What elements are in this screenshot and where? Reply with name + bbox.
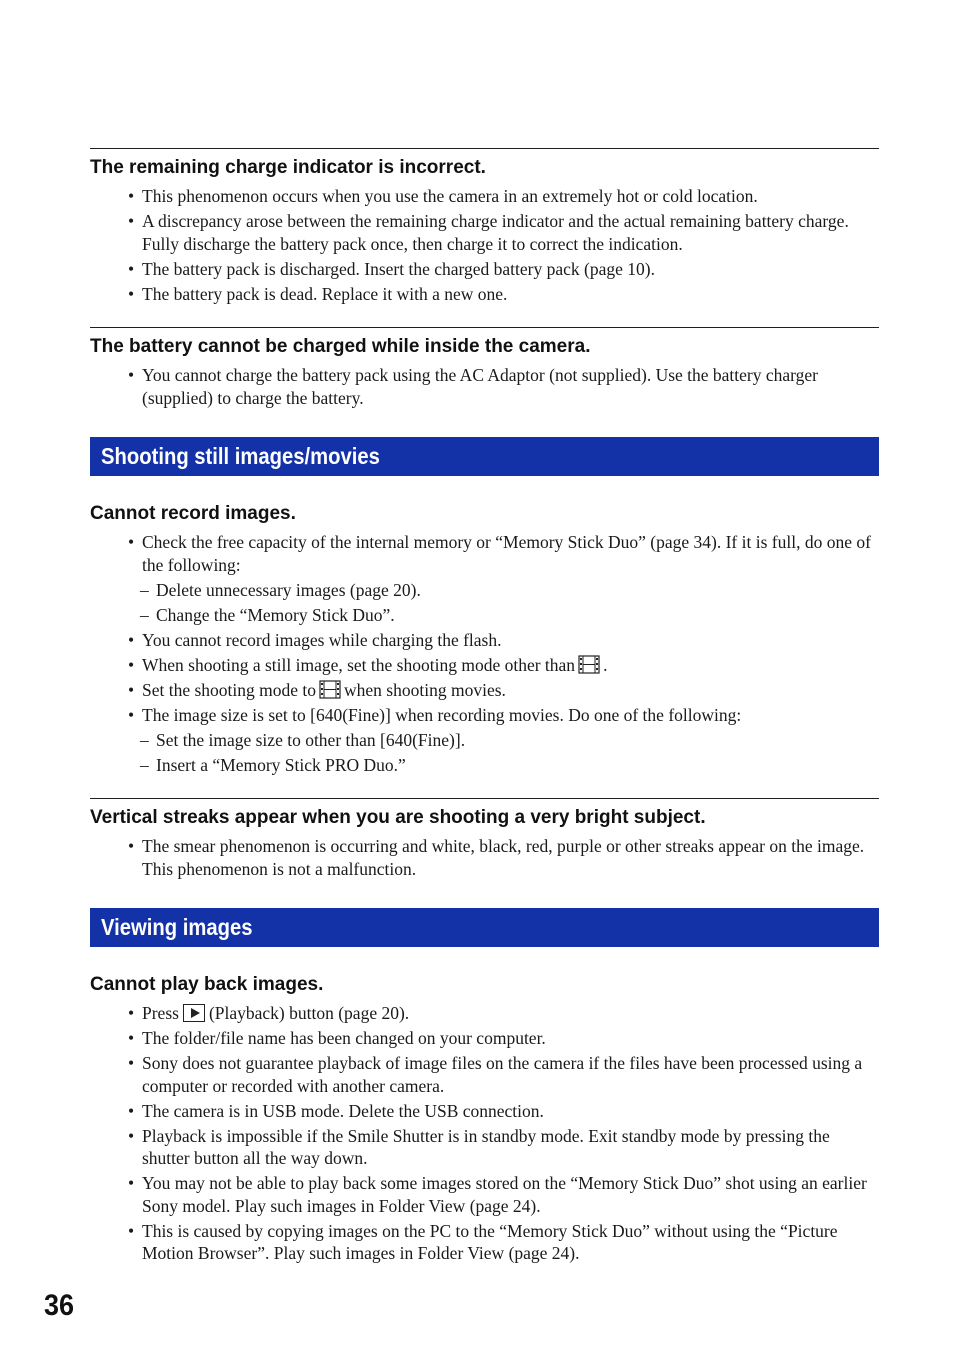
movie-film-icon <box>319 680 341 699</box>
list-item: • Press (Playback) button (page 20). <box>128 1003 410 1023</box>
list-battery-inside <box>90 364 879 409</box>
list-subitem: – Delete unnecessary images (page 20). <box>140 579 421 600</box>
list-item: • Check the free capacity of the internal memory or “Memory Stick Duo” (page 34). If it is full, do one of the following: <box>128 532 871 575</box>
list-item: • You cannot charge the battery pack using the AC Adaptor (not supplied). Use the battery charger (supplied) to charge the battery. <box>128 365 819 408</box>
subheading-cannot-record: Cannot record images. <box>90 503 296 524</box>
list-item: • The battery pack is discharged. Insert the charged battery pack (page 10). <box>128 258 655 279</box>
list-subitem: – Set the image size to other than [640(Fine)]. <box>140 729 466 750</box>
list-item: • You may not be able to play back some images stored on the “Memory Stick Duo” shot using an earlier Sony model. Play such images in Folder View (page 24). <box>128 1173 867 1216</box>
section-divider <box>90 148 879 149</box>
list-item: • You cannot record images while charging the flash. <box>128 629 502 650</box>
list-vertical-streaks <box>90 835 879 880</box>
section-divider <box>90 327 879 328</box>
list-subitem: – Change the “Memory Stick Duo”. <box>140 604 395 625</box>
subheading-battery-inside: The battery cannot be charged while inside the camera. <box>90 336 591 357</box>
section-divider <box>90 798 879 799</box>
list-item: • Sony does not guarantee playback of image files on the camera if the files have been processed using a computer or recorded with another camera. <box>128 1053 863 1096</box>
list-charge-indicator <box>90 185 879 305</box>
playback-button-icon <box>183 1004 205 1022</box>
list-item: • The smear phenomenon is occurring and white, black, red, purple or other streaks appear on the image. This phenomenon is not a malfunction. <box>128 836 865 879</box>
list-item: • The battery pack is dead. Replace it with a new one. <box>128 283 508 304</box>
list-cannot-play <box>90 1002 879 1265</box>
list-item: • The camera is in USB mode. Delete the USB connection. <box>128 1100 544 1121</box>
list-item: • The folder/file name has been changed on your computer. <box>128 1028 546 1048</box>
list-cannot-record <box>90 531 879 776</box>
list-item: • When shooting a still image, set the shooting mode other than . <box>128 654 608 675</box>
list-item: • Set the shooting mode to when shooting movies. <box>128 679 506 700</box>
list-item: • Playback is impossible if the Smile Shutter is in standby mode. Exit standby mode by pressing the shutter button all the way down. <box>128 1125 830 1168</box>
subheading-cannot-play: Cannot play back images. <box>90 974 324 995</box>
section-banner-viewing: Viewing images <box>90 908 879 947</box>
page-content <box>90 148 879 1267</box>
list-item: • A discrepancy arose between the remaining charge indicator and the actual remaining battery charge. Fully discharge the battery pack once, then charge it to correct the indication. <box>128 211 849 254</box>
list-item: • This phenomenon occurs when you use the camera in an extremely hot or cold location. <box>128 186 758 206</box>
movie-film-icon <box>578 655 600 674</box>
section-banner-shooting: Shooting still images/movies <box>90 437 879 476</box>
subheading-vertical-streaks: Vertical streaks appear when you are shooting a very bright subject. <box>90 807 706 828</box>
list-item: • This is caused by copying images on the PC to the “Memory Stick Duo” without using the “Picture Motion Browser”. Play such images in Folder View (page 24). <box>128 1220 838 1263</box>
list-item: • The image size is set to [640(Fine)] when recording movies. Do one of the following: <box>128 704 742 725</box>
subheading-charge-indicator: The remaining charge indicator is incorrect. <box>90 157 486 178</box>
page-number: 36 <box>44 1289 75 1322</box>
list-subitem: – Insert a “Memory Stick PRO Duo.” <box>140 754 406 775</box>
